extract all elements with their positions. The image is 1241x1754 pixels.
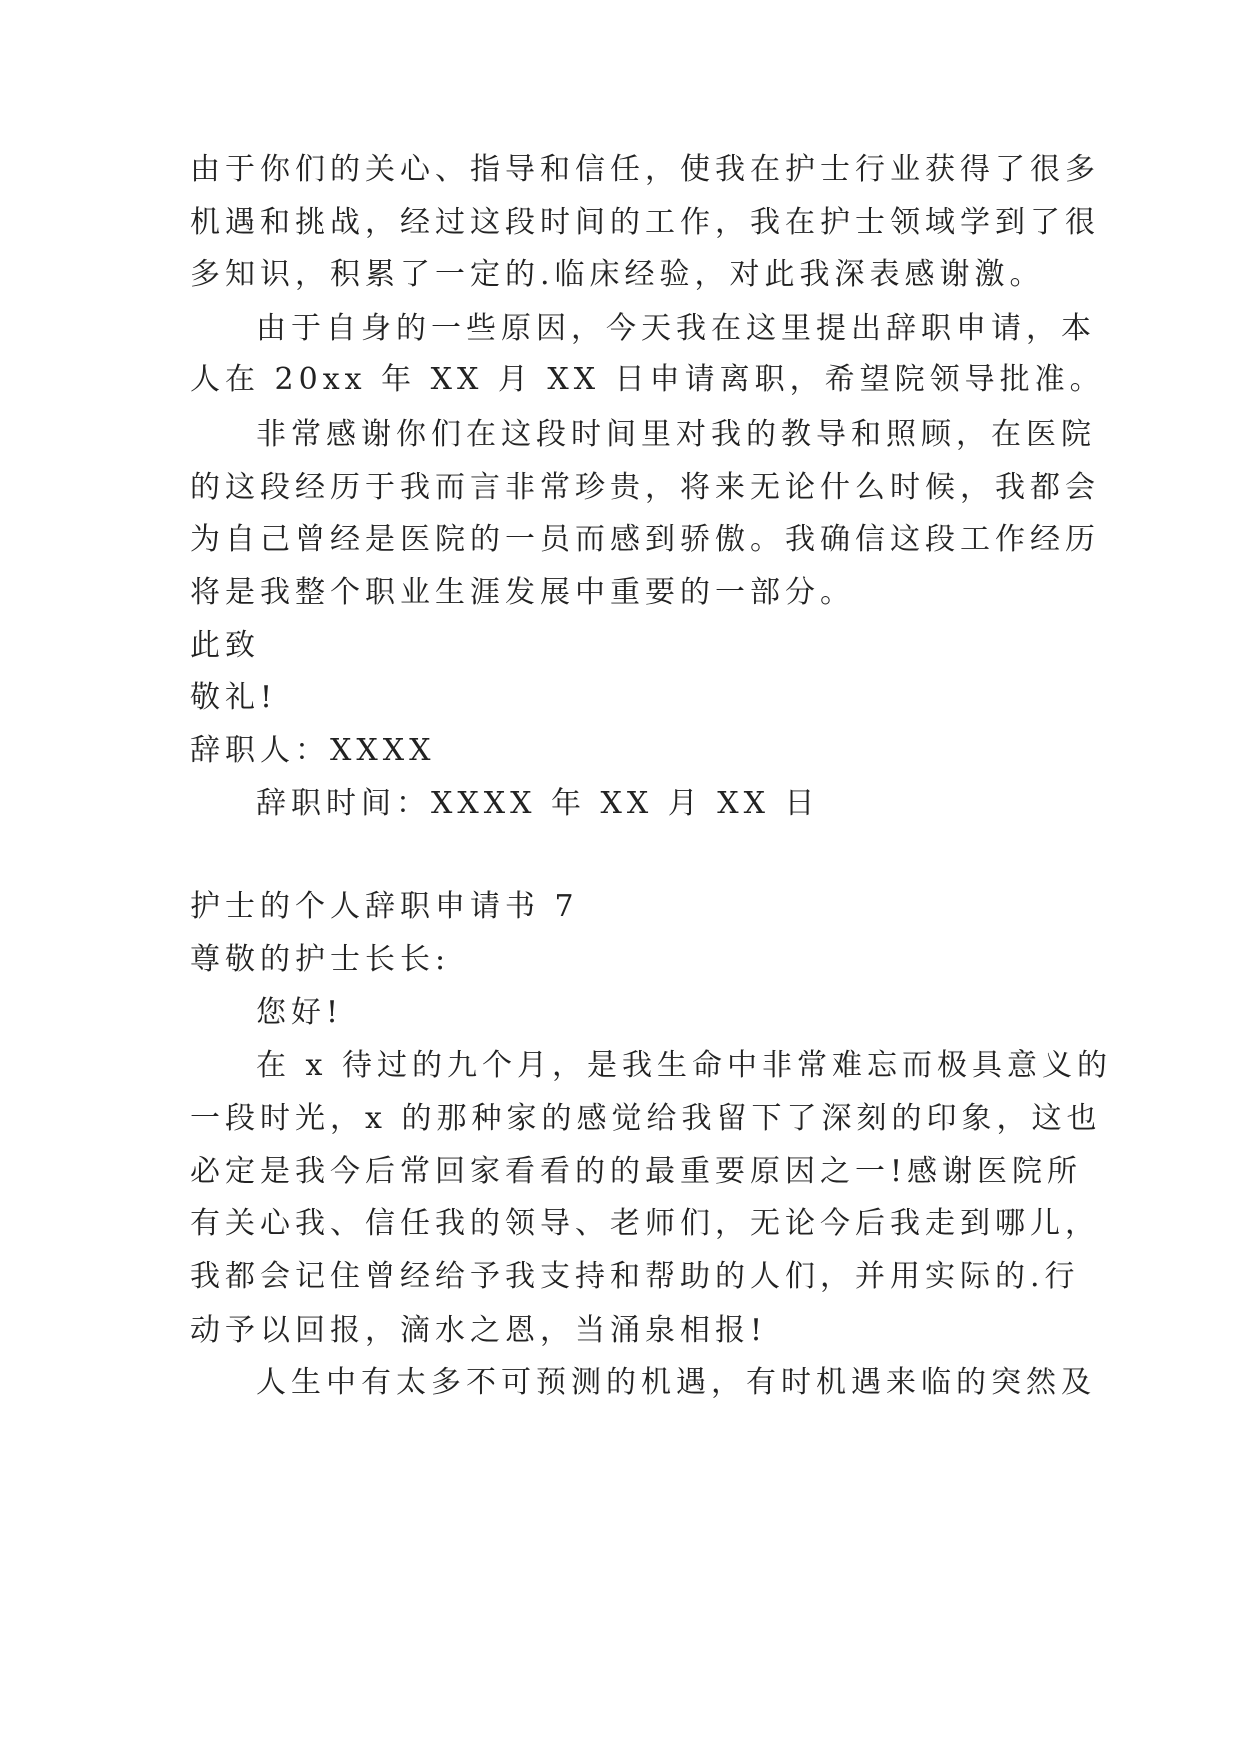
paragraph-line: 的这段经历于我而言非常珍贵，将来无论什么时候，我都会 xyxy=(190,470,1100,505)
paragraph-line: 由于自身的一些原因，今天我在这里提出辞职申请，本 xyxy=(256,311,1096,346)
paragraph-line: 多知识，积累了一定的.临床经验，对此我深表感谢激。 xyxy=(190,257,1045,292)
paragraph-line: 人在 20xx 年 XX 月 XX 日申请离职，希望院领导批准。 xyxy=(190,362,1105,397)
paragraph-line: 由于你们的关心、指导和信任，使我在护士行业获得了很多 xyxy=(190,152,1100,187)
paragraph-line: 动予以回报，滴水之恩，当涌泉相报! xyxy=(190,1313,768,1348)
section-title: 护士的个人辞职申请书 7 xyxy=(190,889,579,924)
greeting: 您好! xyxy=(256,995,344,1030)
paragraph-line: 有关心我、信任我的领导、老师们，无论今后我走到哪儿， xyxy=(190,1206,1100,1241)
closing-line: 此致 xyxy=(190,628,260,663)
paragraph-line: 在 x 待过的九个月，是我生命中非常难忘而极具意义的 xyxy=(256,1048,1112,1083)
paragraph-line: 人生中有太多不可预测的机遇，有时机遇来临的突然及 xyxy=(256,1365,1096,1400)
paragraph-line: 必定是我今后常回家看看的的最重要原因之一!感谢医院所 xyxy=(190,1154,1083,1189)
paragraph-line: 一段时光，x 的那种家的感觉给我留下了深刻的印象，这也 xyxy=(190,1101,1102,1136)
paragraph-line: 机遇和挑战，经过这段时间的工作，我在护士领域学到了很 xyxy=(190,205,1100,240)
closing-line: 敬礼! xyxy=(190,680,278,715)
date-line: 辞职时间：XXXX 年 XX 月 XX 日 xyxy=(256,786,820,821)
signer-line: 辞职人：XXXX xyxy=(190,733,436,768)
paragraph-line: 非常感谢你们在这段时间里对我的教导和照顾，在医院 xyxy=(256,417,1096,452)
paragraph-line: 我都会记住曾经给予我支持和帮助的人们，并用实际的.行 xyxy=(190,1259,1080,1294)
salutation: 尊敬的护士长长: xyxy=(190,942,451,977)
paragraph-line: 为自己曾经是医院的一员而感到骄傲。我确信这段工作经历 xyxy=(190,522,1100,557)
paragraph-line: 将是我整个职业生涯发展中重要的一部分。 xyxy=(190,575,855,610)
